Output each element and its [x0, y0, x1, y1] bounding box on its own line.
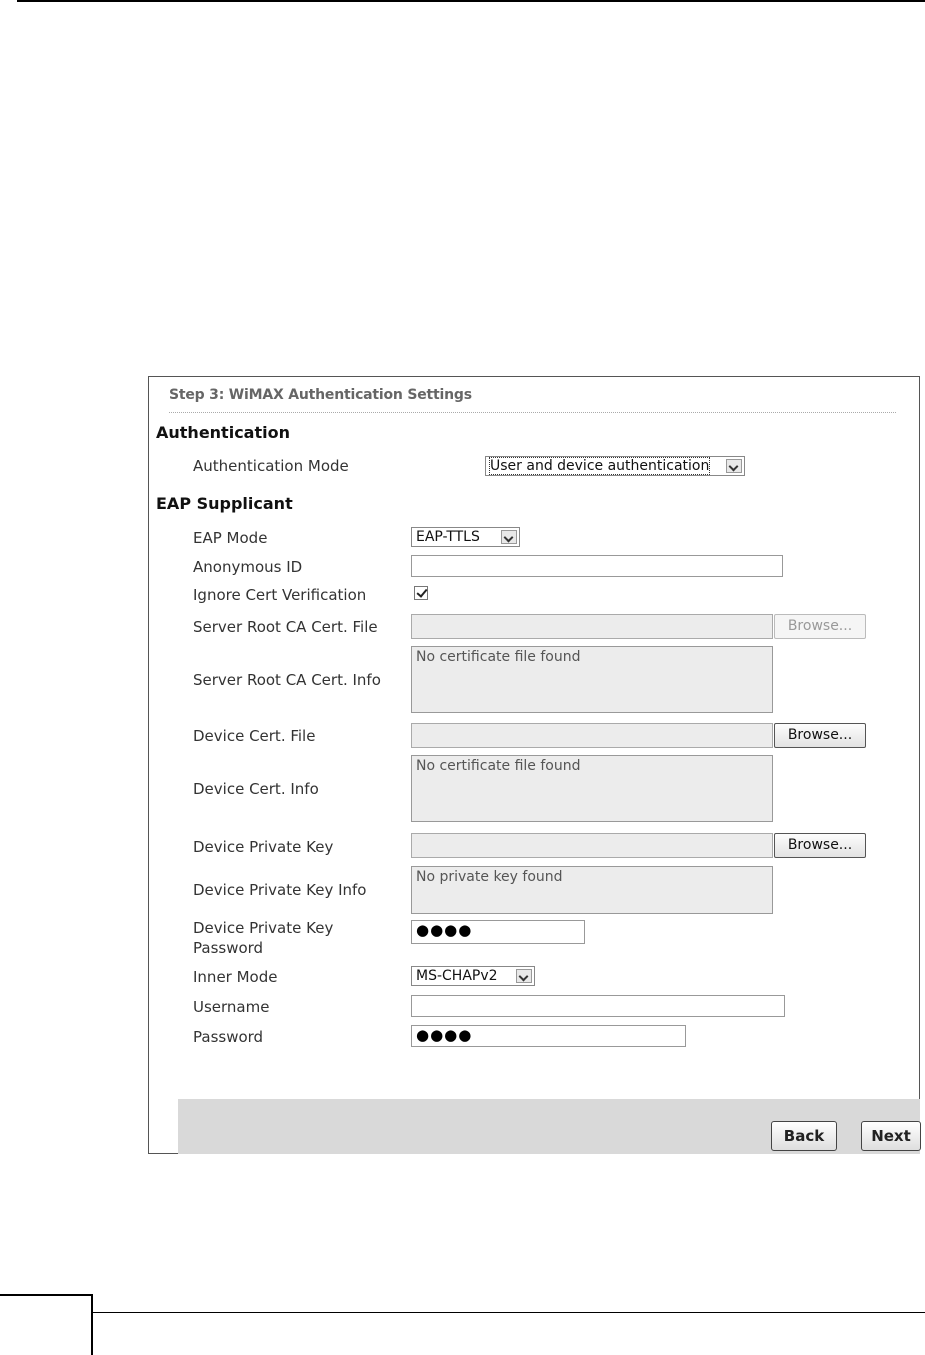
server-root-ca-info-box: No certificate file found [411, 646, 773, 713]
authentication-mode-label: Authentication Mode [193, 457, 349, 475]
ignore-cert-label: Ignore Cert Verification [193, 586, 367, 604]
authentication-mode-value: User and device authentication [490, 458, 710, 474]
device-cert-file-input [411, 723, 773, 748]
device-private-key-label: Device Private Key [193, 838, 334, 856]
server-root-ca-info-label: Server Root CA Cert. Info [193, 671, 381, 689]
username-input[interactable] [411, 995, 785, 1017]
username-label: Username [193, 998, 270, 1016]
page-number-box [0, 1294, 93, 1355]
device-private-key-browse-button[interactable]: Browse... [774, 833, 866, 858]
footer-rule [93, 1312, 925, 1313]
wimax-auth-settings-panel [148, 376, 920, 1154]
anonymous-id-input[interactable] [411, 555, 783, 577]
step-title-divider [169, 412, 896, 413]
eap-mode-select[interactable] [411, 527, 520, 547]
device-private-key-password-label-line1: Device Private Key [193, 919, 334, 937]
authentication-mode-select[interactable] [485, 456, 745, 476]
header-rule [17, 0, 925, 2]
eap-mode-value: EAP-TTLS [416, 529, 480, 545]
password-label: Password [193, 1028, 264, 1046]
device-private-key-password-input[interactable] [411, 920, 585, 944]
anonymous-id-label: Anonymous ID [193, 558, 303, 576]
device-cert-info-label: Device Cert. Info [193, 780, 319, 798]
eap-mode-label: EAP Mode [193, 529, 268, 547]
ignore-cert-checkbox[interactable] [414, 586, 428, 600]
password-input[interactable] [411, 1025, 686, 1047]
device-private-key-password-label-line2: Password [193, 939, 264, 957]
chevron-down-icon[interactable] [501, 530, 517, 544]
next-button[interactable]: Next [861, 1121, 921, 1151]
inner-mode-select[interactable] [411, 966, 535, 986]
server-root-ca-file-input [411, 614, 773, 639]
device-private-key-info-label: Device Private Key Info [193, 881, 367, 899]
device-cert-info-box: No certificate file found [411, 755, 773, 822]
inner-mode-label: Inner Mode [193, 968, 278, 986]
password-value: ●●●● [416, 1026, 473, 1044]
device-cert-browse-button[interactable]: Browse... [774, 723, 866, 748]
wizard-footer [178, 1099, 920, 1154]
chevron-down-icon[interactable] [726, 459, 742, 473]
device-private-key-password-value: ●●●● [416, 921, 473, 939]
device-private-key-input [411, 833, 773, 858]
authentication-heading: Authentication [156, 423, 290, 442]
server-root-ca-browse-button: Browse... [774, 614, 866, 639]
eap-supplicant-heading: EAP Supplicant [156, 494, 293, 513]
device-cert-file-label: Device Cert. File [193, 727, 316, 745]
server-root-ca-file-label: Server Root CA Cert. File [193, 618, 378, 636]
device-private-key-info-box: No private key found [411, 866, 773, 914]
step-title: Step 3: WiMAX Authentication Settings [169, 387, 472, 403]
inner-mode-value: MS-CHAPv2 [416, 968, 498, 984]
back-button[interactable]: Back [771, 1121, 837, 1151]
chevron-down-icon[interactable] [516, 969, 532, 983]
device-private-key-password-label [193, 918, 333, 958]
